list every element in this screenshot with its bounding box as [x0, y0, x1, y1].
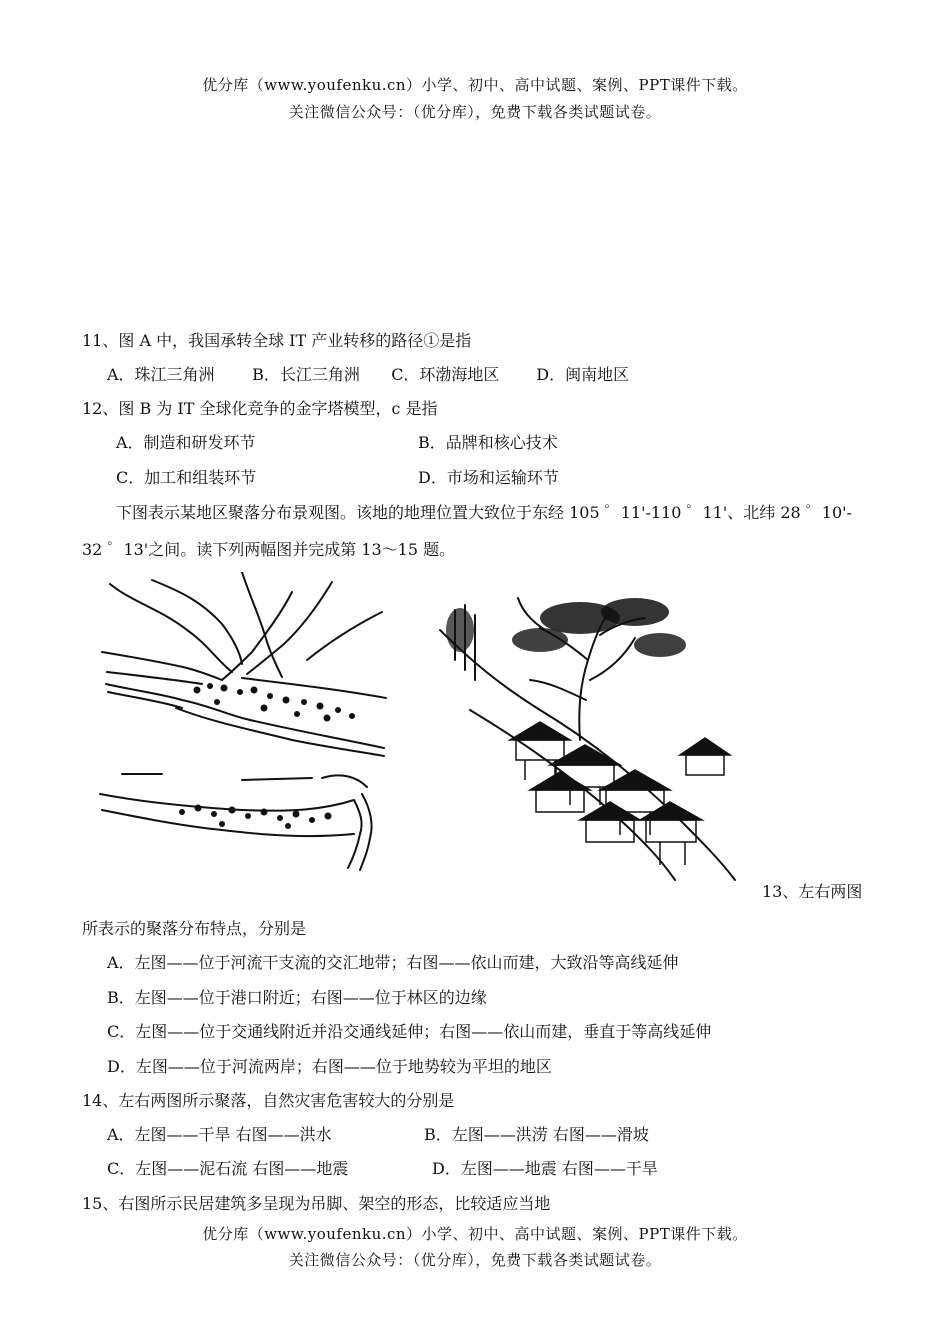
q14-option-b[interactable]: B．左图——洪涝 右图——滑坡: [424, 1125, 649, 1144]
q13-stem-part1: 13、左右两图: [762, 882, 863, 901]
q14-stem: 14、左右两图所示聚落，自然灾害危害较大的分别是: [82, 1091, 455, 1110]
intro-line-1: 下图表示某地区聚落分布景观图。该地的地理位置大致位于东经 105 ゜11'-110 ゜11'、北纬 28 ゜10'-: [116, 503, 852, 522]
q13-stem-part2: 所表示的聚落分布特点，分别是: [82, 919, 307, 938]
q12-option-c[interactable]: C．加工和组装环节: [116, 468, 257, 487]
right-hillside-settlement-sketch: [430, 590, 750, 885]
q14-option-c[interactable]: C．左图——泥石流 右图——地震: [107, 1159, 349, 1178]
q14-option-a[interactable]: A．左图——干旱 右图——洪水: [107, 1125, 332, 1144]
q13-option-a[interactable]: A．左图——位于河流干支流的交汇地带；右图——依山而建，大致沿等高线延伸: [107, 953, 679, 972]
q15-stem: 15、右图所示民居建筑多呈现为吊脚、架空的形态，比较适应当地: [82, 1194, 551, 1213]
footer-line-1: 优分库（www.youfenku.cn）小学、初中、高中试题、案例、PPT课件下载。: [202, 1225, 748, 1243]
q14-option-d[interactable]: D．左图——地震 右图——干旱: [432, 1159, 658, 1178]
q12-stem: 12、图 B 为 IT 全球化竞争的金字塔模型，c 是指: [82, 399, 438, 418]
q12-option-d[interactable]: D．市场和运输环节: [418, 468, 559, 487]
intro-line-2: 32 ゜13'之间。读下列两幅图并完成第 13～15 题。: [82, 540, 456, 559]
q12-option-a[interactable]: A．制造和研发环节: [116, 433, 256, 452]
q13-option-b[interactable]: B．左图——位于港口附近；右图——位于林区的边缘: [107, 988, 487, 1007]
q11-options: [107, 362, 629, 385]
footer-line-2: 关注微信公众号：（优分库），免费下载各类试题试卷。: [288, 1251, 662, 1269]
q11-option-d[interactable]: D．闽南地区: [536, 365, 630, 384]
q11-stem: 11、图 A 中，我国承转全球 IT 产业转移的路径①是指: [82, 331, 472, 350]
q11-option-c[interactable]: C．环渤海地区: [391, 365, 500, 384]
q11-option-b[interactable]: B．长江三角洲: [252, 365, 360, 384]
q13-option-c[interactable]: C．左图——位于交通线附近并沿交通线延伸；右图——依山而建，垂直于等高线延伸: [107, 1022, 712, 1041]
header-line-1: 优分库（www.youfenku.cn）小学、初中、高中试题、案例、PPT课件下载。: [202, 76, 748, 94]
q11-option-a[interactable]: A．珠江三角洲: [107, 365, 215, 384]
q13-option-d[interactable]: D．左图——位于河流两岸；右图——位于地势较为平坦的地区: [107, 1057, 552, 1076]
q12-option-b[interactable]: B．品牌和核心技术: [418, 433, 558, 452]
left-settlement-sketch: [92, 572, 392, 872]
header-line-2: 关注微信公众号：（优分库），免费下载各类试题试卷。: [288, 103, 662, 121]
